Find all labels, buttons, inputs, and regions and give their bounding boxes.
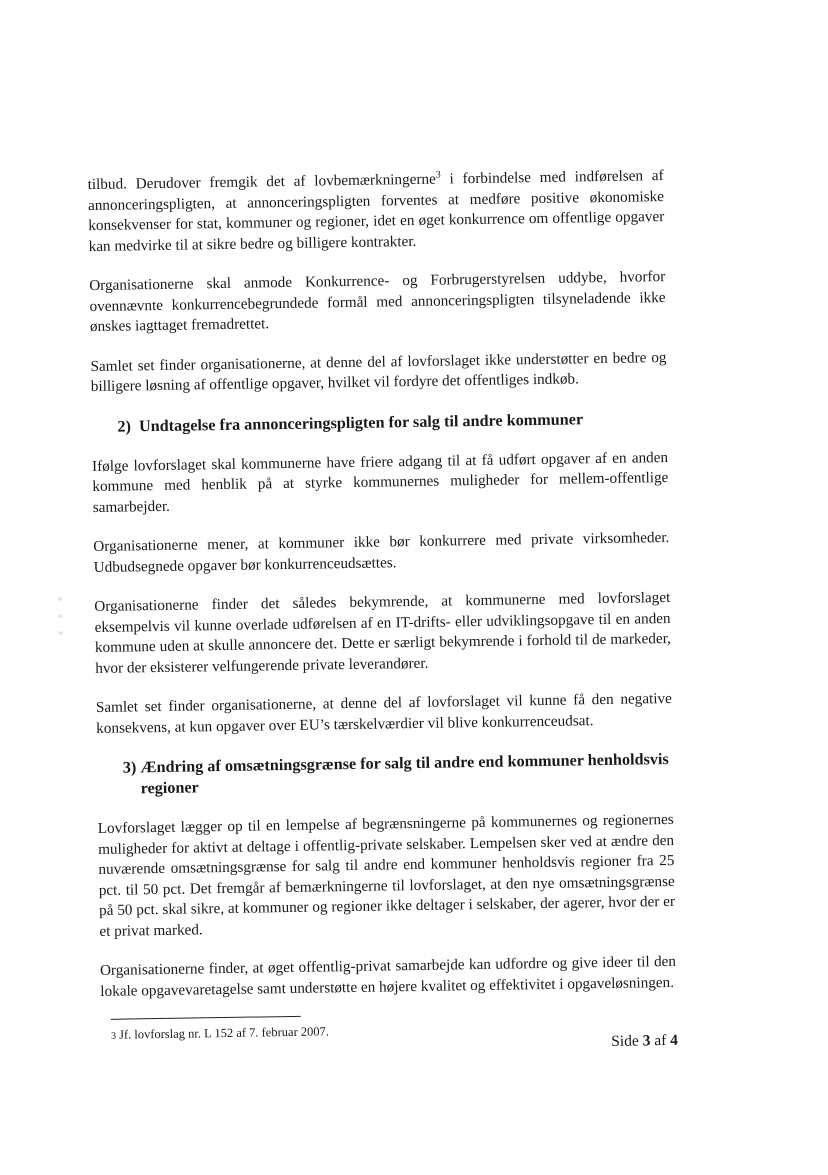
- paragraph-2: Organisationerne skal anmode Konkurrence- og Forbrugerstyrelsen uddybe, hvorfor ovennævnte konkurrencebegrundede formål med annonceringspligten tilsyneladende ikke ønskes iagttaget fremadrettet.: [89, 268, 666, 336]
- section-2-paragraph-2: Organisationerne mener, at kommuner ikke bør konkurrere med private virksomheder. Udbudsegnede opgaver bør konkurrenceudsættes.: [93, 528, 670, 576]
- footnote-text: Jf. lovforslag nr. L 152 af 7. februar 2007.: [118, 1024, 330, 1042]
- page-number-total: 4: [670, 1031, 679, 1050]
- margin-mark: [58, 615, 62, 618]
- page-number: [611, 1032, 678, 1051]
- section-2-number: 2): [117, 416, 132, 436]
- page-number-current: 3: [642, 1032, 651, 1050]
- paragraph-1: tilbud. Derudover fremgik det af lovbemærkningerne$^3$ i forbindelse med indførelsen af annonceringspligten, at annonceringspligten forventes at medføre positive økonomiske konsekvenser for stat, kommuner og regioner, idet en øget konkurrence om offentlige opgaver kan medvirke til at sikre bedre og billigere kontrakter.: [87, 167, 665, 255]
- margin-marks: [58, 597, 69, 648]
- paragraph-3: Samlet set finder organisationerne, at denne del af lovforslaget ikke understøtter en bedre og billigere løsning af offentlige opgaver, hvilket vil fordyre det offentliges indkøb.: [90, 348, 667, 396]
- body-text: [88, 166, 677, 1021]
- section-2-title: Undtagelse fra annonceringspligten for salg til andre kommuner: [138, 409, 584, 435]
- page-number-prefix: Side: [611, 1032, 643, 1050]
- section-2-heading: [91, 408, 667, 438]
- footnote: [111, 1021, 511, 1045]
- section-3-paragraph-2: Organisationerne finder, at øget offentlig-privat samarbejde kan udfordre og give ideer til den lokale opgavevaretagelse samt understøtte en højere kvalitet og effektivitet i opgaveløsningen.: [99, 952, 677, 1000]
- footnote-reference[interactable]: 3: [435, 169, 441, 181]
- margin-mark: [59, 632, 63, 635]
- section-2-paragraph-4: Samlet set finder organisationerne, at denne del af lovforslaget vil kunne få den negative konsekvens, at kun opgaver over EU’s tærskelværdier vil blive konkurrenceudsat.: [95, 689, 672, 737]
- section-3-title: Ændring af omsætningsgrænse for salg til andre end kommuner henholdsvis regioner: [140, 750, 669, 798]
- section-3-heading: [97, 749, 674, 800]
- margin-mark: [58, 598, 62, 601]
- section-2-paragraph-1: Ifølge lovforslaget skal kommunerne have friere adgang til at få udført opgaver af en anden kommune med henblik på at styrke kommunernes muligheder for mellem-offentlige samarbejder.: [91, 448, 669, 516]
- section-3-number: 3): [122, 758, 137, 777]
- section-2-paragraph-3: Organisationerne finder det således bekymrende, at kommunerne med lovforslaget eksempelvis vil kunne overlade udførelsen af en IT-drifts- eller udviklingsopgave til en anden kommune uden at skulle annoncere det. Dette er særligt bekymrende i forhold til de markeder, hvor der eksisterer velfungerende private leverandører.: [94, 588, 672, 677]
- page-number-separator: af: [650, 1032, 671, 1050]
- footnote-number: 3: [110, 1030, 117, 1042]
- section-3-paragraph-1: Lovforslaget lægger op til en lempelse af begrænsningerne på kommunernes og regionernes muligheder for aktivt at deltage i offentlig-private selskaber. Lempelsen sker ved at ændre den nuværende omsætningsgrænse for salg til andre end kommuner henholdsvis regioner fra 25 pct. til 50 pct. Det fremgår af bemærkningerne til lovforslaget, at den nye omsætningsgrænse på 50 pct. skal sikre, at kommuner og regioner ikke deltager i selskaber, der agerer, hvor der er et privat marked.: [97, 810, 676, 940]
